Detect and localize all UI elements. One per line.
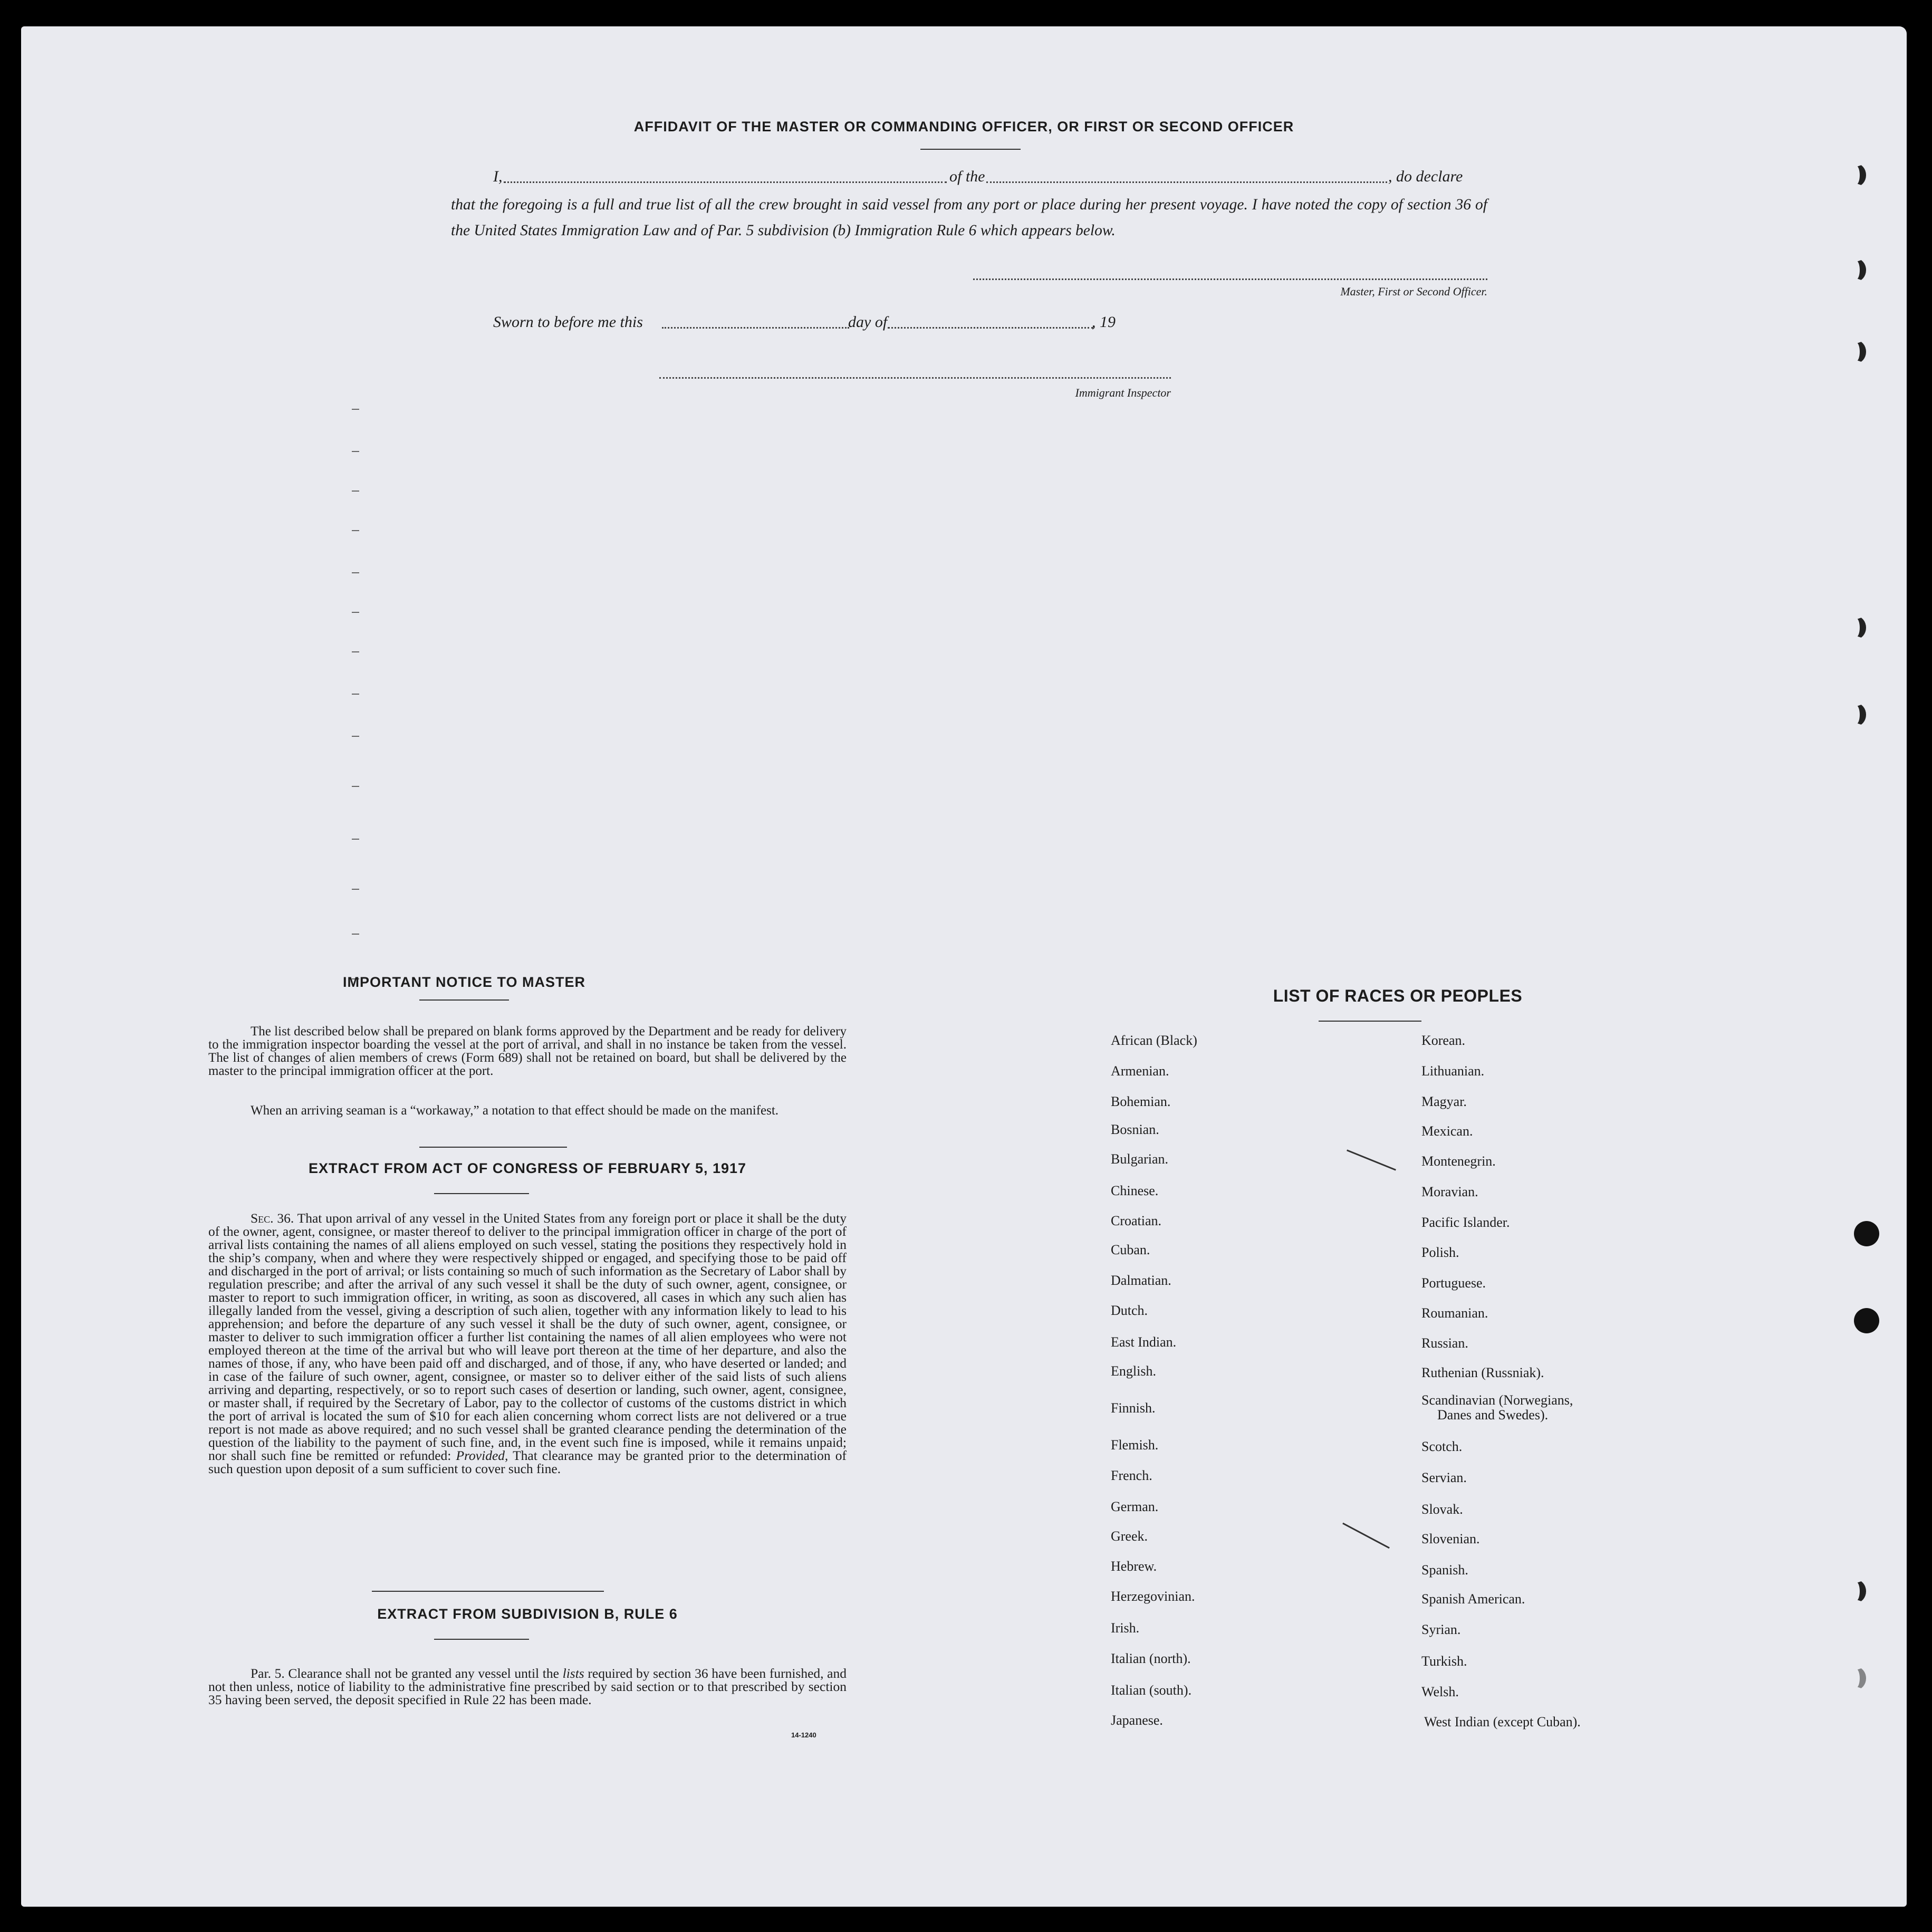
race-item: West Indian (except Cuban). (1424, 1714, 1581, 1729)
race-item: English. (1111, 1363, 1156, 1379)
section-36-text: That upon arrival of any vessel in the United States from any foreign port or place it shall be the duty of the owner, agent, consignee, or master thereof to deliver to the principal immigration officer in charge of the port of arrival lists containing the names of all aliens employed on such vessel, stating the positions they respectively hold in the ship’s company, when and where they were respectively shipped or engaged, and specifying those to be paid off and discharged in the port of arrival; or lists containing so much of such information as the Secretary of Labor shall by regulation prescribe; and after the arrival of any such vessel it shall be the duty of such owner, agent, consignee, or master to report to such immigration officer, in writing, as soon as discovered, all cases in which any such alien has illegally landed from the vessel, giving a description of such alien, together with any information likely to lead to his apprehension; and before the departure of any such vessel it shall be the duty of such owner, agent, consignee, or master to deliver to such immigration officer a further list containing the names of all alien employees who were not employed thereon at the time of the arrival but who will leave port thereon at the time of her departure, and also the names of those, if any, who have been paid off and discharged, and of those, if any, who have deserted or landed; and in case of the failure of such owner, agent, consignee, or master so to deliver either of the said lists of such aliens arriving and departing, respectively, or so to report such cases of desertion or landing, such owner, agent, consignee, or master shall, if required by the Secretary of Labor, pay to the collector of customs of the customs district in which the port of arrival is located the sum of $10 for each alien concerning whom correct lists are not delivered or a true report is not made as above required; and no such vessel shall be granted clearance pending the determination of the question of the liability to the payment of such fine, and, in the event such fine is imposed, while it remains unpaid; nor shall such fine be remitted or refunded: (208, 1210, 847, 1463)
race-item: Pacific Islander. (1421, 1215, 1510, 1230)
margin-mark (352, 491, 359, 492)
notice-title: IMPORTANT NOTICE TO MASTER (343, 974, 585, 990)
name-blank[interactable] (504, 181, 947, 183)
race-item: Welsh. (1421, 1684, 1459, 1699)
act-extract-title: EXTRACT FROM ACT OF CONGRESS OF FEBRUARY 5, 1917 (308, 1160, 747, 1176)
section-label: Sec. 36. (251, 1210, 294, 1226)
binder-hole (1846, 164, 1866, 187)
race-item: Flemish. (1111, 1437, 1159, 1453)
race-item: Scotch. (1421, 1439, 1463, 1454)
title-divider (920, 149, 1021, 150)
rule-lists-word: lists (562, 1666, 584, 1681)
race-item: Italian (north). (1111, 1651, 1191, 1666)
race-item: Portuguese. (1421, 1275, 1486, 1291)
race-item: Finnish. (1111, 1400, 1156, 1416)
race-item: Polish. (1421, 1245, 1459, 1260)
notice-divider (419, 999, 509, 1001)
race-item: East Indian. (1111, 1334, 1177, 1350)
race-item: Herzegovinian. (1111, 1589, 1195, 1604)
race-item: Hebrew. (1111, 1559, 1157, 1574)
margin-mark (352, 572, 359, 573)
section-36-end: That clearance may be granted prior to the determination of such question upon deposit of a sum sufficient to cover such fine. (208, 1448, 847, 1476)
pen-mark (1347, 1149, 1396, 1170)
race-item: Italian (south). (1111, 1683, 1192, 1698)
rule-divider (434, 1639, 529, 1640)
race-item: Servian. (1421, 1470, 1467, 1485)
month-blank[interactable] (888, 327, 1093, 329)
race-item: Bulgarian. (1111, 1151, 1169, 1167)
affidavit-title: AFFIDAVIT OF THE MASTER OR COMMANDING OFFICER, OR FIRST OR SECOND OFFICER (633, 119, 1294, 134)
race-item: Spanish. (1421, 1562, 1468, 1578)
inspector-line[interactable] (659, 377, 1171, 379)
document-page (21, 26, 1907, 1907)
margin-mark (352, 934, 359, 935)
race-item: Moravian. (1421, 1184, 1478, 1199)
rule-extract-title: EXTRACT FROM SUBDIVISION B, RULE 6 (377, 1606, 678, 1622)
margin-mark (352, 651, 359, 652)
race-item: African (Black) (1111, 1033, 1197, 1048)
race-item: French. (1111, 1468, 1152, 1483)
signature-label: Master, First or Second Officer. (1340, 285, 1487, 298)
notice-paragraph-2: When an arriving seaman is a “workaway,” a notation to that effect should be made on the manifest. (251, 1103, 779, 1118)
binder-hole (1854, 1221, 1879, 1246)
race-item: Ruthenian (Russniak). (1421, 1365, 1544, 1380)
race-item: Bohemian. (1111, 1094, 1171, 1109)
race-item: Russian. (1421, 1335, 1468, 1351)
act-end-divider (372, 1591, 604, 1592)
rule-paragraph (208, 1667, 847, 1706)
race-item: Lithuanian. (1421, 1063, 1485, 1079)
race-item: Montenegrin. (1421, 1154, 1496, 1169)
race-item: Croatian. (1111, 1213, 1162, 1228)
race-item: Mexican. (1421, 1123, 1473, 1139)
binder-hole (1846, 340, 1866, 363)
margin-mark (352, 409, 359, 410)
race-item: Dalmatian. (1111, 1273, 1171, 1288)
act-divider (434, 1193, 529, 1194)
race-item: Cuban. (1111, 1242, 1150, 1257)
vessel-blank[interactable] (986, 181, 1387, 183)
race-item: Danes and Swedes). (1437, 1407, 1549, 1422)
race-item: Slovenian. (1421, 1531, 1480, 1546)
binder-hole (1846, 703, 1866, 726)
binder-hole (1846, 1580, 1866, 1603)
races-divider (1319, 1021, 1421, 1022)
notice-end-divider (419, 1147, 567, 1148)
margin-mark (352, 736, 359, 737)
margin-mark (352, 530, 359, 531)
year-label: , 19 (1092, 313, 1116, 331)
race-item: Greek. (1111, 1529, 1148, 1544)
margin-mark (352, 612, 359, 613)
margin-mark (352, 839, 359, 840)
binder-hole (1846, 1667, 1866, 1690)
margin-mark (352, 694, 359, 695)
race-item: Scandinavian (Norwegians, (1421, 1392, 1573, 1408)
race-item: Roumanian. (1421, 1305, 1488, 1321)
day-blank[interactable] (662, 327, 849, 329)
race-item: Armenian. (1111, 1063, 1169, 1079)
race-item: Korean. (1421, 1033, 1466, 1048)
rule-text-start: Par. 5. Clearance shall not be granted any vessel until the (251, 1666, 559, 1681)
race-item: Syrian. (1421, 1622, 1461, 1637)
notice-paragraph-1: The list described below shall be prepared on blank forms approved by the Department and be ready for delivery to the immigration inspector boarding the vessel at the port of arrival, and shall in no instance be taken from the vessel. The list of changes of alien members of crews (Form 689) shall not be retained on board, but shall be delivered by the master to the principal immigration officer at the port. (208, 1024, 847, 1078)
pen-mark (1342, 1523, 1390, 1549)
affidavit-i-label: I, (493, 168, 503, 185)
binder-hole (1854, 1308, 1879, 1333)
race-item: Slovak. (1421, 1502, 1463, 1517)
races-title: LIST OF RACES OR PEOPLES (1273, 986, 1523, 1005)
provided-text: Provided, (456, 1448, 508, 1463)
affidavit-body: that the foregoing is a full and true list of all the crew brought in said vessel from any port or place during her present voyage. I have noted the copy of section 36 of the United States Immigration Law and of Par. 5 subdivision (b) Immigration Rule 6 which appears below. (451, 196, 1487, 239)
form-number: 14-1240 (791, 1731, 816, 1739)
sworn-label: Sworn to before me this (493, 313, 643, 331)
margin-mark (352, 889, 359, 890)
race-item: Spanish American. (1421, 1591, 1525, 1607)
binder-hole (1846, 616, 1866, 639)
do-declare-label: , do declare (1388, 168, 1463, 185)
day-of-label: day of (848, 313, 888, 331)
race-item: German. (1111, 1499, 1159, 1514)
act-section-36 (208, 1212, 847, 1475)
race-item: Chinese. (1111, 1183, 1159, 1198)
race-item: Dutch. (1111, 1303, 1148, 1318)
rule-text-end: required by section 36 have been furnished, and not then unless, notice of liability to the administrative fine prescribed by said section or to that prescribed by section 35 having been served, the deposit specified in Rule 22 has been made. (208, 1666, 847, 1707)
race-item: Irish. (1111, 1620, 1140, 1636)
margin-mark (352, 451, 359, 452)
race-item: Bosnian. (1111, 1122, 1159, 1137)
margin-mark (352, 786, 359, 787)
race-item: Turkish. (1421, 1654, 1467, 1669)
race-item: Japanese. (1111, 1713, 1163, 1728)
binder-hole (1846, 258, 1866, 282)
race-item: Magyar. (1421, 1094, 1467, 1109)
of-the-label: of the (949, 168, 985, 185)
signature-line[interactable] (973, 278, 1487, 280)
inspector-label: Immigrant Inspector (1075, 386, 1171, 399)
